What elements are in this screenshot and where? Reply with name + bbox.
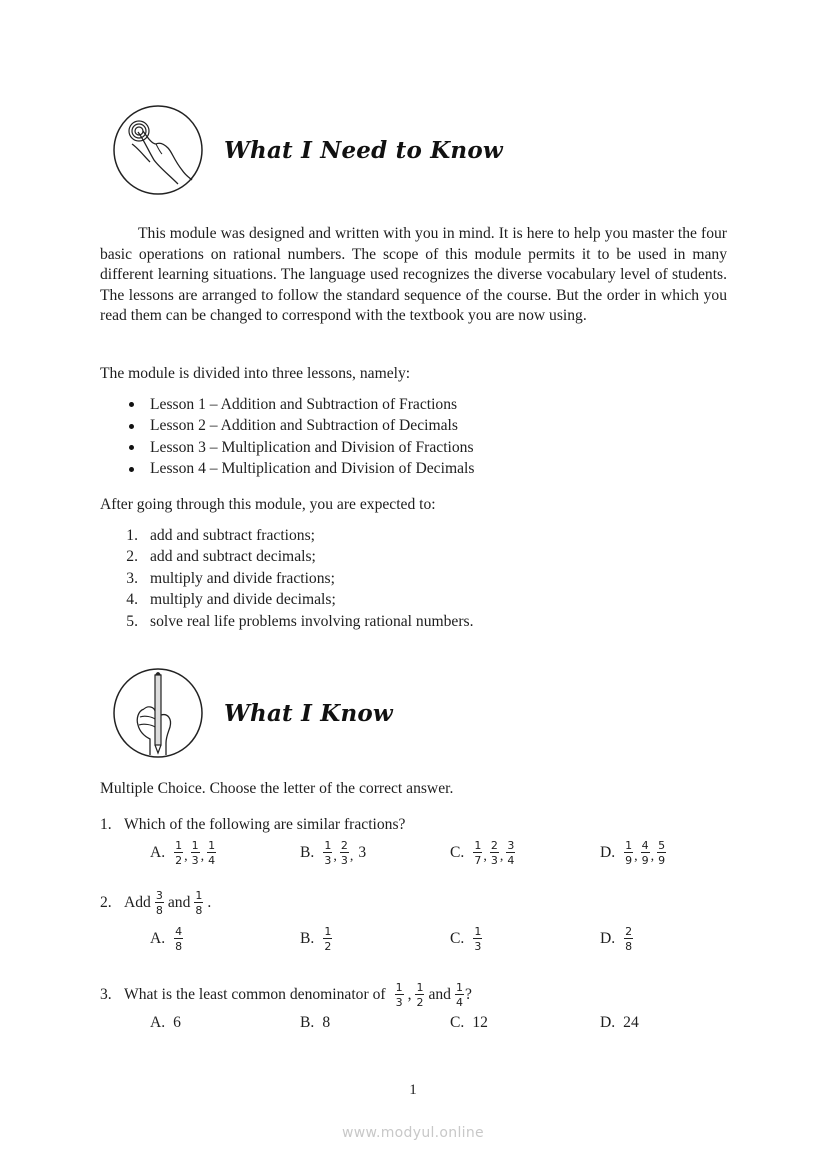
question-text: . [207,894,212,911]
fraction: $\frac{1}{4}$ [208,839,216,867]
option-label: A. [150,1014,166,1031]
objective-item [100,590,474,612]
intro-paragraph [100,224,727,327]
fraction: $\frac{1}{8}$ [195,889,203,917]
objective-text: add and subtract decimals; [150,548,316,566]
objectives-list [100,525,474,633]
lesson-text: Lesson 2 – Addition and Subtraction of Decimals [150,417,458,435]
option-label: B. [300,930,315,947]
fraction: $\frac{4}{8}$ [175,925,183,953]
option-b[interactable] [300,1013,330,1033]
question-number: 1. [100,816,112,833]
section-title: What I Need to Know [224,136,503,164]
instructions: Multiple Choice. Choose the letter of the correct answer. [100,780,454,797]
option-label: A. [150,844,166,861]
bullet-icon [129,402,134,407]
question-text: What is the least common denominator of [124,986,386,1003]
intro-paragraph-text: This module was designed and written with you in mind. It is here to help you master the four basic operations on rational numbers. The scope of this module permits it to be used in many different learning situations. The language used recognizes the diverse vocabulary level of students. The lessons are arranged to follow the standard sequence of the course. But the order in which you read them can be changed to correspond with the textbook you are now using. [100,225,727,325]
option-label: C. [450,1014,465,1031]
option-d[interactable] [600,921,634,957]
question-text: Add [124,894,151,911]
option-b[interactable] [300,921,333,957]
objective-item [100,611,474,633]
lesson-item [100,416,474,438]
lesson-item [100,437,474,459]
fraction: $\frac{3}{8}$ [155,889,163,917]
fraction: $\frac{3}{4}$ [507,839,515,867]
option-label: C. [450,930,465,947]
option-c[interactable]: C. $\frac{1}{7}$ , $\frac{2}{3}$ , $\frac{3}{4}$ [450,839,515,867]
option-a[interactable] [150,1013,181,1033]
bullet-icon [129,445,134,450]
option-d[interactable]: D. $\frac{1}{9}$ , $\frac{4}{9}$ , $\frac{5}{9}$ [600,839,666,867]
question-3 [100,978,472,1012]
option-label: A. [150,930,166,947]
question-1 [100,816,405,834]
option-value: 8 [322,1014,331,1031]
separator: , [407,986,412,1003]
pointing-hand-icon [112,104,204,196]
objective-item [100,547,474,569]
fraction: $\frac{1}{4}$ [455,981,463,1009]
objective-item [100,568,474,590]
fraction: $\frac{1}{9}$ [625,839,633,867]
lesson-text: Lesson 3 – Multiplication and Division of Fractions [150,438,474,456]
option-label: D. [600,930,616,947]
option-value: 12 [472,1014,488,1031]
question-number: 2. [100,894,112,911]
fraction: $\frac{1}{2}$ [324,925,332,953]
bullet-icon [129,424,134,429]
section-header-what-i-need-to-know [112,104,503,196]
lesson-item [100,459,474,481]
option-label: C. [450,844,465,861]
option-c[interactable] [450,921,483,957]
option-a[interactable] [150,921,184,957]
fraction: $\frac{1}{3}$ [191,839,199,867]
question-text: ? [464,986,472,1003]
option-c[interactable] [450,1013,488,1033]
question-2 [100,886,211,920]
lessons-intro: The module is divided into three lessons, namely: [100,365,411,382]
page-number: 1 [409,1082,417,1098]
question-number: 3. [100,986,112,1003]
objective-number: 2. [126,548,138,566]
bullet-icon [129,467,134,472]
fraction: $\frac{1}{3}$ [474,925,482,953]
objective-number: 1. [126,526,138,544]
option-d[interactable] [600,1013,639,1033]
question-text: and [167,894,191,911]
fraction: $\frac{2}{8}$ [625,925,633,953]
question-text: and [428,986,451,1003]
watermark: www.modyul.online [342,1125,484,1141]
option-label: B. [300,1014,315,1031]
question-text: Which of the following are similar fractions? [124,816,406,833]
fraction: $\frac{1}{3}$ [395,981,403,1009]
hand-holding-pencil-icon [112,667,204,759]
option-value: 6 [173,1014,181,1031]
section-header-what-i-know [112,667,393,759]
objective-text: add and subtract fractions; [150,526,315,544]
lesson-text: Lesson 1 – Addition and Subtraction of Fractions [150,395,458,413]
fraction: $\frac{2}{3}$ [340,839,348,867]
option-label: D. [600,1014,616,1031]
objective-number: 4. [126,591,138,609]
objective-item [100,525,474,547]
objective-number: 3. [126,569,138,587]
option-label: D. [600,844,616,861]
fraction: $\frac{5}{9}$ [658,839,666,867]
objective-text: solve real life problems involving rational numbers. [150,612,474,630]
option-value: 24 [623,1014,639,1031]
objective-number: 5. [126,612,138,630]
fraction: $\frac{1}{2}$ [175,839,183,867]
section-title: What I Know [224,699,393,727]
objective-text: multiply and divide fractions; [150,569,335,587]
option-a[interactable]: A. $\frac{1}{2}$ , $\frac{1}{3}$ , $\frac{1}{4}$ [150,839,216,867]
lesson-text: Lesson 4 – Multiplication and Division of Decimals [150,460,475,478]
objective-text: multiply and divide decimals; [150,591,336,609]
objectives-intro: After going through this module, you are expected to: [100,496,436,513]
lesson-item [100,394,474,416]
option-label: B. [300,844,315,861]
fraction: $\frac{1}{7}$ [474,839,482,867]
lesson-list [100,394,474,480]
fraction: $\frac{1}{3}$ [324,839,332,867]
fraction: $\frac{4}{9}$ [641,839,649,867]
whole-number: 3 [358,844,367,861]
option-b[interactable]: B. $\frac{1}{3}$ , $\frac{2}{3}$ , 3 [300,839,367,867]
fraction: $\frac{1}{2}$ [416,981,424,1009]
fraction: $\frac{2}{3}$ [490,839,498,867]
